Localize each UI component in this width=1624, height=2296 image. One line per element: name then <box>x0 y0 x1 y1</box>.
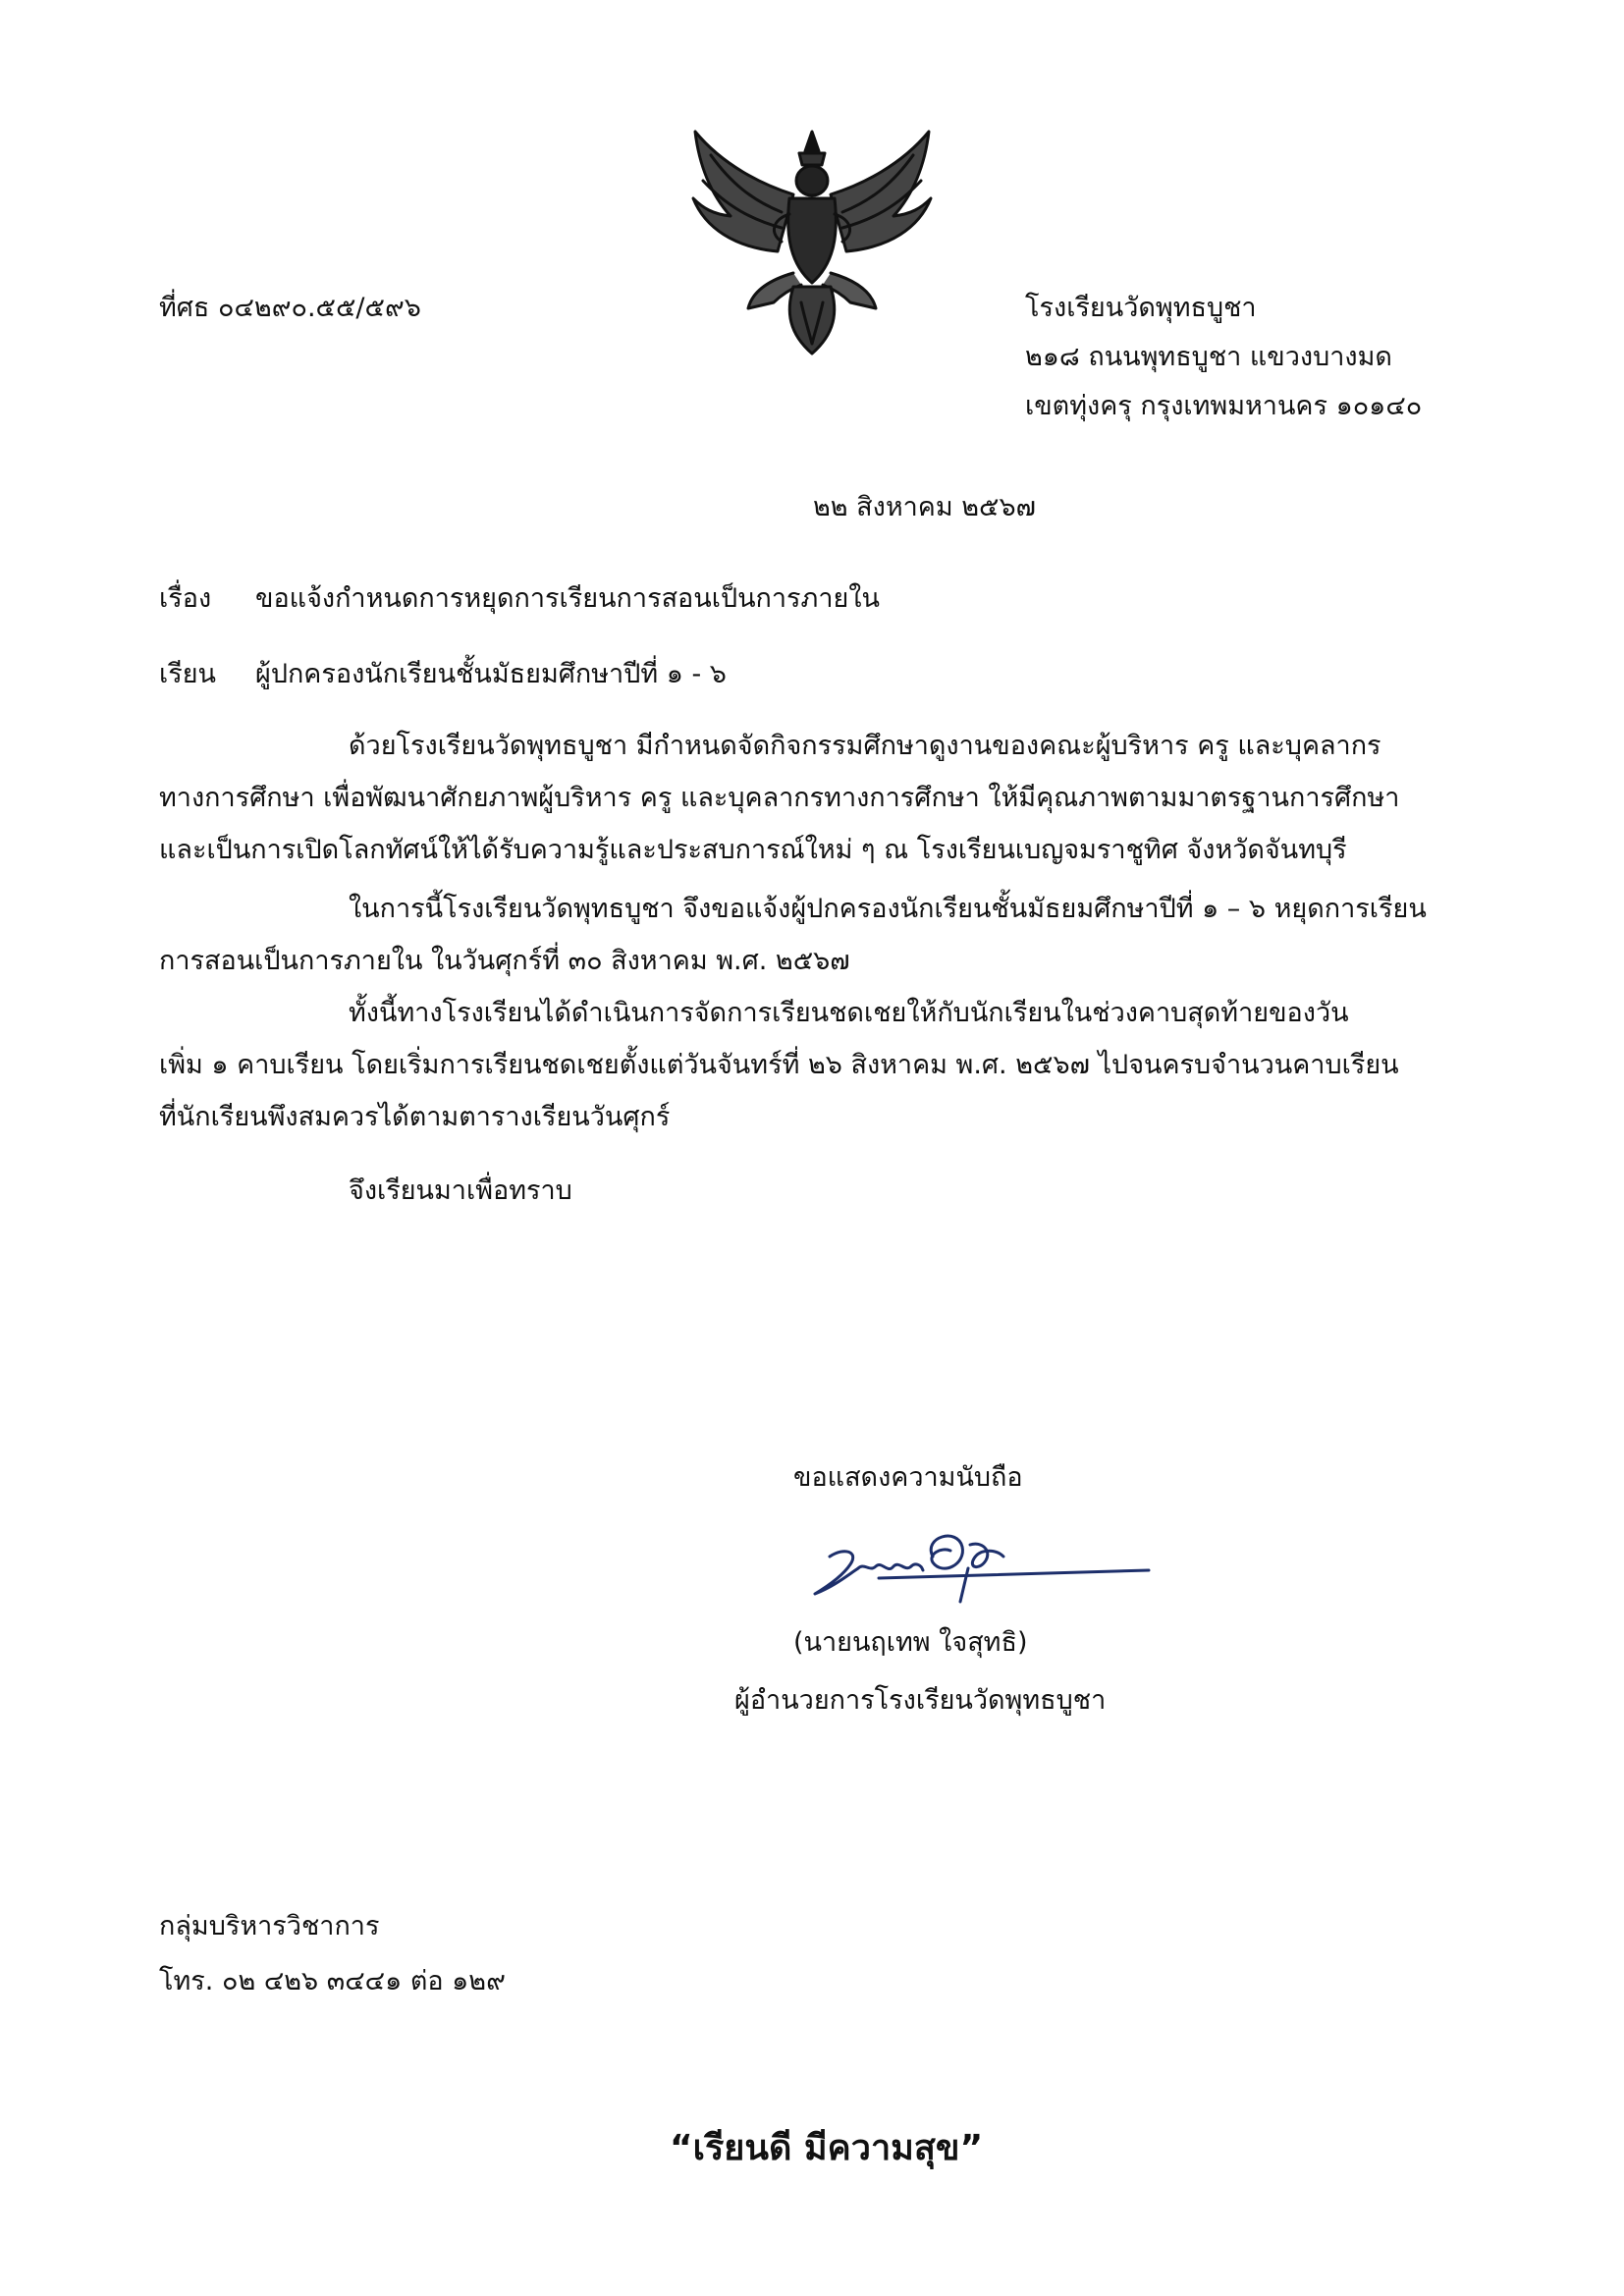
paragraph-2-line-2: การสอนเป็นการภายใน ในวันศุกร์ที่ ๓๐ สิงหาคม พ.ศ. ๒๕๖๗ <box>159 946 850 976</box>
paragraph-3-line-3: ที่นักเรียนพึงสมควรได้ตามตารางเรียนวันศุกร์ <box>159 1102 671 1132</box>
subject-text: ขอแจ้งกำหนดการหยุดการเรียนการสอนเป็นการภายใน <box>255 583 880 614</box>
subject-label: เรื่อง <box>159 583 212 614</box>
paragraph-2-line-1: ในการนี้โรงเรียนวัดพุทธบูชา จึงขอแจ้งผู้ปกครองนักเรียนชั้นมัธยมศึกษาปีที่ ๑ – ๖ หยุดการเรียน <box>349 894 1427 924</box>
phone-number: โทร. ๐๒ ๔๒๖ ๓๔๔๑ ต่อ ๑๒๙ <box>159 1966 506 1996</box>
salutation: ขอแสดงความนับถือ <box>793 1462 1023 1493</box>
paragraph-1-line-2: ทางการศึกษา เพื่อพัฒนาศักยภาพผู้บริหาร ครู และบุคลากรทางการศึกษา ให้มีคุณภาพตามมาตรฐานการศึกษา <box>159 783 1400 813</box>
paragraph-1-line-3: และเป็นการเปิดโลกทัศน์ให้ได้รับความรู้และประสบการณ์ใหม่ ๆ ณ โรงเรียนเบญจมราชูทิศ จังหวัดจันทบุรี <box>159 835 1347 865</box>
signer-title: ผู้อำนวยการโรงเรียนวัดพุทธบูชา <box>734 1685 1107 1716</box>
sender-name: โรงเรียนวัดพุทธบูชา <box>1025 293 1257 323</box>
recipient-label: เรียน <box>159 659 217 689</box>
sender-address-line2: เขตทุ่งครุ กรุงเทพมหานคร ๑๐๑๔๐ <box>1025 391 1423 421</box>
recipient-text: ผู้ปกครองนักเรียนชั้นมัธยมศึกษาปีที่ ๑ - ๖ <box>255 659 727 689</box>
letter-date: ๒๒ สิงหาคม ๒๕๖๗ <box>813 492 1036 522</box>
reference-number: ที่ศธ ๐๔๒๙๐.๕๕/๕๙๖ <box>159 293 421 323</box>
closing-line: จึงเรียนมาเพื่อทราบ <box>349 1175 572 1206</box>
sender-address-line1: ๒๑๘ ถนนพุทธบูชา แขวงบางมด <box>1025 342 1392 372</box>
paragraph-1-line-1: ด้วยโรงเรียนวัดพุทธบูชา มีกำหนดจัดกิจกรรมศึกษาดูงานของคณะผู้บริหาร ครู และบุคลากร <box>349 731 1381 761</box>
school-motto: “เรียนดี มีความสุข” <box>670 2128 984 2168</box>
garuda-emblem-icon <box>683 126 941 357</box>
paragraph-3-line-1: ทั้งนี้ทางโรงเรียนได้ดำเนินการจัดการเรียนชดเชยให้กับนักเรียนในช่วงคาบสุดท้ายของวัน <box>349 998 1349 1028</box>
handwritten-signature <box>785 1517 1159 1611</box>
paragraph-3-line-2: เพิ่ม ๑ คาบเรียน โดยเริ่มการเรียนชดเชยตั้งแต่วันจันทร์ที่ ๒๖ สิงหาคม พ.ศ. ๒๕๖๗ ไปจนครบจำนวนคาบเรียน <box>159 1050 1399 1080</box>
signer-name: (นายนฤเทพ ใจสุทธิ) <box>793 1627 1028 1658</box>
department: กลุ่มบริหารวิชาการ <box>159 1911 380 1941</box>
